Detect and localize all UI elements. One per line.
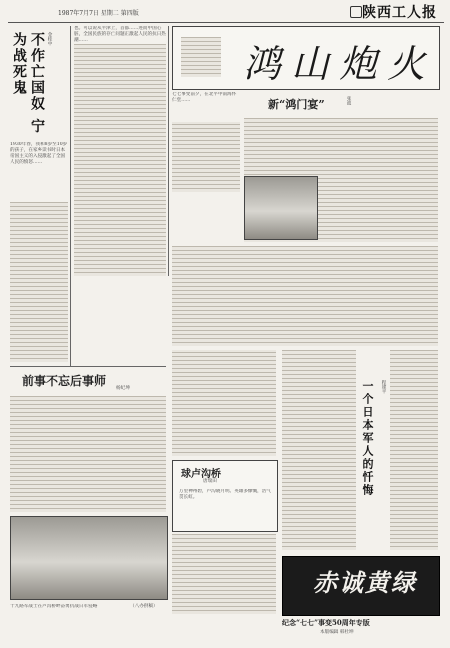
bridge-credit: （八办供稿）: [130, 604, 158, 609]
middle-lower-body: [172, 246, 438, 346]
calligraphy-box: [172, 26, 440, 90]
bridge-photo: [10, 516, 168, 600]
poem-author: 金桂中: [47, 32, 52, 46]
article-top-middle: [74, 26, 166, 276]
banner-text: 赤诚黄绿: [313, 568, 417, 597]
calligraphy-text: 鸿山炮火: [243, 42, 436, 86]
header-rule: [8, 22, 444, 23]
monument-photo: [244, 176, 318, 240]
soldier-title: 一个日本军人的忏悔: [361, 380, 374, 497]
middle-column-body: [172, 350, 276, 456]
banquet-intro: 七七事变前夕，在北平中南海怀仁堂……: [172, 92, 237, 103]
sound-lower-body: [172, 534, 276, 614]
soldier-body: [282, 350, 356, 550]
anniversary-banner: [282, 556, 440, 616]
paper-name: 陕西工人报: [362, 5, 437, 21]
banquet-title: 新“鸿门宴”: [268, 98, 325, 111]
sound-title: 球卢沟桥: [181, 469, 221, 480]
teacher-body: [10, 396, 166, 512]
right-column-body: [390, 350, 438, 550]
sound-author: 唐瑞田: [203, 479, 217, 484]
bridge-caption: 十九路军战士在卢沟桥畔奋勇抗战日军侵略: [10, 604, 98, 609]
teacher-title: 前事不忘后事师: [22, 374, 107, 388]
soldier-author: 程建平: [381, 380, 386, 394]
rule-teacher-top: [10, 366, 166, 367]
banquet-author: 张波: [346, 96, 351, 106]
column-rule-2: [168, 26, 169, 276]
poem-body: 1930年春，我和8岁至10岁的孩子，在家乡读书时日本帝国主义的入侵激起了全国人民的愤怒……: [10, 142, 68, 202]
column-rule-1: [70, 26, 71, 366]
paper-logo-icon: [350, 6, 362, 18]
sound-box: [172, 460, 278, 532]
poem-title: 不作亡国奴 宁为战死鬼: [11, 32, 45, 135]
banquet-intro-lines: [172, 122, 240, 192]
teacher-author: 杨纪坤: [116, 386, 130, 391]
banner-caption: 纪念“七七”事变50周年专版: [282, 618, 370, 627]
banner-editor: 本版编辑 韩杜坤: [320, 630, 354, 635]
article-top-middle-body: 也。可以说从平津上，首都……进而中国心脏，全国民族的存亡问题正激起人民的抗日热潮……: [74, 26, 166, 43]
date-line: 1987年7月7日 星期二 第四版: [58, 10, 139, 17]
sound-body: 万里神州碧，卢沟晓月明。英雄多慷慨，浩气贯长虹。: [179, 489, 271, 500]
